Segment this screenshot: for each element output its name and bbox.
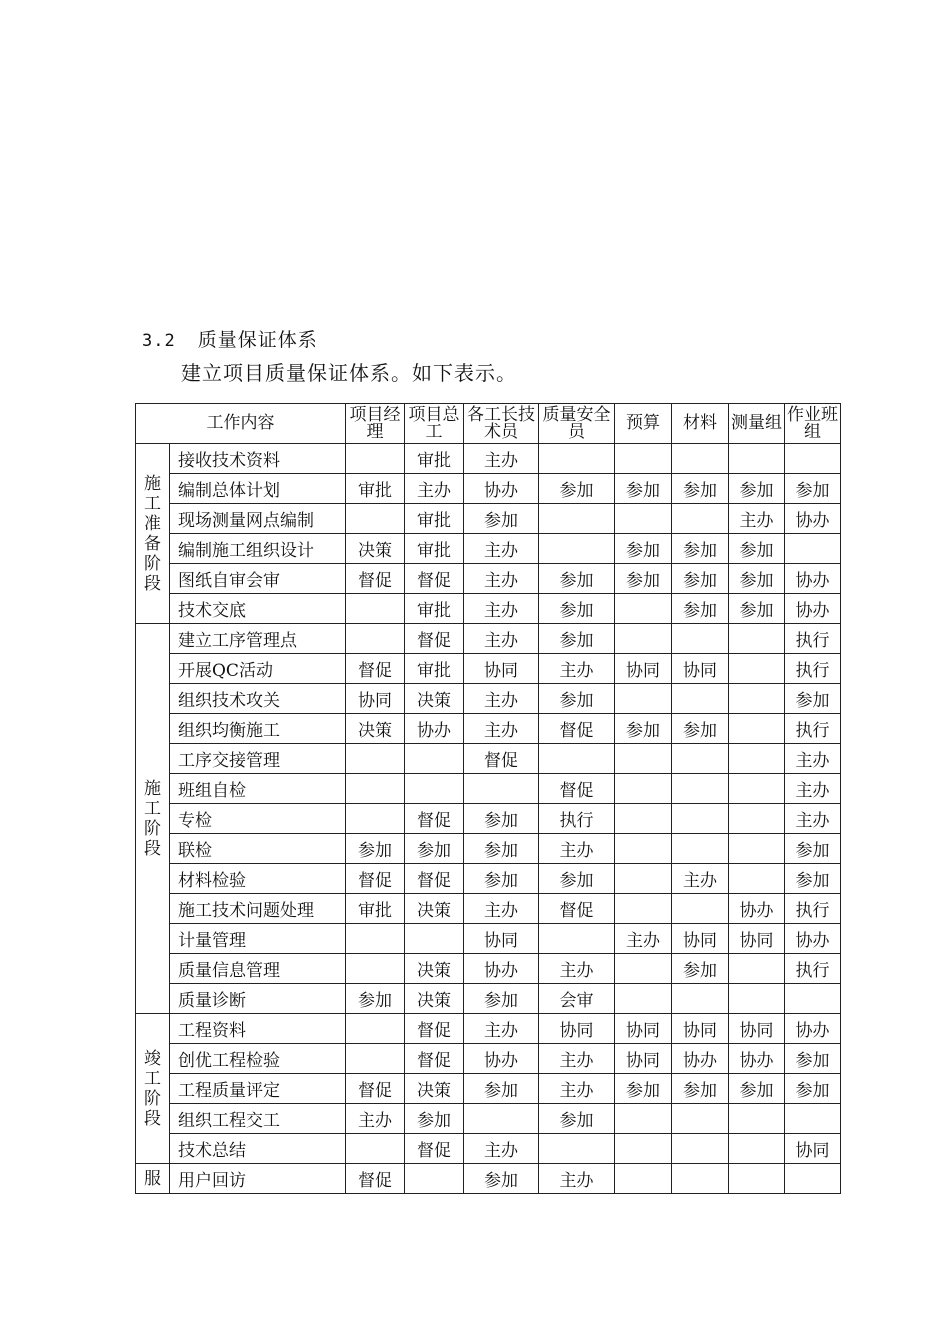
role-cell: 参加 xyxy=(672,474,729,504)
table-row xyxy=(136,1014,841,1044)
role-cell: 主办 xyxy=(464,684,539,714)
table-row xyxy=(136,714,841,744)
role-cell: 参加 xyxy=(672,534,729,564)
role-cell: 协同 xyxy=(729,1014,785,1044)
role-cell: 督促 xyxy=(405,564,464,594)
role-cell xyxy=(672,444,729,474)
role-cell: 协同 xyxy=(346,684,405,714)
role-cell xyxy=(615,1134,672,1164)
role-cell: 主办 xyxy=(785,804,841,834)
role-cell xyxy=(346,1044,405,1074)
header-role: 测量组 xyxy=(729,404,785,444)
role-cell: 参加 xyxy=(539,564,615,594)
header-work-content: 工作内容 xyxy=(136,404,346,444)
role-cell: 协办 xyxy=(729,1044,785,1074)
quality-assurance-table xyxy=(135,403,841,1194)
table-row xyxy=(136,504,841,534)
role-cell: 主办 xyxy=(539,954,615,984)
role-cell: 协同 xyxy=(615,1044,672,1074)
table-row xyxy=(136,804,841,834)
header-role: 质量安全员 xyxy=(539,404,615,444)
role-cell xyxy=(672,894,729,924)
role-cell: 决策 xyxy=(405,984,464,1014)
role-cell: 协同 xyxy=(672,924,729,954)
role-cell: 决策 xyxy=(405,894,464,924)
role-cell xyxy=(785,984,841,1014)
role-cell xyxy=(672,834,729,864)
role-cell: 督促 xyxy=(539,714,615,744)
task-cell: 技术总结 xyxy=(170,1134,346,1164)
role-cell: 主办 xyxy=(464,714,539,744)
role-cell: 协办 xyxy=(464,474,539,504)
section-title: 质量保证体系 xyxy=(197,329,318,351)
role-cell xyxy=(672,1164,729,1194)
role-cell xyxy=(539,1134,615,1164)
role-cell: 参加 xyxy=(539,864,615,894)
role-cell xyxy=(346,1134,405,1164)
table-row xyxy=(136,834,841,864)
role-cell xyxy=(672,774,729,804)
table-row xyxy=(136,1044,841,1074)
role-cell: 督促 xyxy=(464,744,539,774)
task-cell: 组织工程交工 xyxy=(170,1104,346,1134)
role-cell xyxy=(615,804,672,834)
role-cell xyxy=(672,804,729,834)
role-cell xyxy=(785,444,841,474)
role-cell: 参加 xyxy=(464,834,539,864)
role-cell: 参加 xyxy=(615,714,672,744)
role-cell: 督促 xyxy=(405,804,464,834)
role-cell: 参加 xyxy=(672,594,729,624)
role-cell: 决策 xyxy=(346,534,405,564)
role-cell: 主办 xyxy=(346,1104,405,1134)
role-cell xyxy=(615,984,672,1014)
role-cell xyxy=(346,624,405,654)
header-role: 项目总工 xyxy=(405,404,464,444)
role-cell xyxy=(785,1164,841,1194)
role-cell: 主办 xyxy=(464,564,539,594)
table-row xyxy=(136,894,841,924)
role-cell xyxy=(729,624,785,654)
task-cell: 质量信息管理 xyxy=(170,954,346,984)
role-cell xyxy=(729,1104,785,1134)
table-row xyxy=(136,1164,841,1194)
role-cell: 协同 xyxy=(785,1134,841,1164)
role-cell xyxy=(672,504,729,534)
role-cell: 协办 xyxy=(785,504,841,534)
table-row xyxy=(136,954,841,984)
role-cell: 参加 xyxy=(464,804,539,834)
role-cell xyxy=(615,744,672,774)
role-cell: 参加 xyxy=(615,564,672,594)
role-cell xyxy=(729,864,785,894)
role-cell: 协同 xyxy=(464,654,539,684)
role-cell: 主办 xyxy=(615,924,672,954)
role-cell: 协办 xyxy=(785,924,841,954)
role-cell xyxy=(539,534,615,564)
task-cell: 计量管理 xyxy=(170,924,346,954)
role-cell: 督促 xyxy=(405,624,464,654)
role-cell xyxy=(615,954,672,984)
intro-text: 建立项目质量保证体系。如下表示。 xyxy=(181,361,517,385)
role-cell: 审批 xyxy=(405,654,464,684)
role-cell: 参加 xyxy=(672,714,729,744)
role-cell xyxy=(672,684,729,714)
header-role: 项目经理 xyxy=(346,404,405,444)
role-cell: 参加 xyxy=(615,474,672,504)
role-cell xyxy=(615,594,672,624)
section-heading xyxy=(142,325,318,352)
role-cell: 审批 xyxy=(346,474,405,504)
table-row xyxy=(136,564,841,594)
role-cell: 协办 xyxy=(464,954,539,984)
role-cell xyxy=(405,1164,464,1194)
task-cell: 编制施工组织设计 xyxy=(170,534,346,564)
header-role: 预算 xyxy=(615,404,672,444)
task-cell: 编制总体计划 xyxy=(170,474,346,504)
role-cell: 参加 xyxy=(464,984,539,1014)
role-cell: 执行 xyxy=(785,654,841,684)
role-cell xyxy=(785,534,841,564)
role-cell xyxy=(672,984,729,1014)
task-cell: 班组自检 xyxy=(170,774,346,804)
role-cell: 参加 xyxy=(729,594,785,624)
task-cell: 建立工序管理点 xyxy=(170,624,346,654)
role-cell: 审批 xyxy=(346,894,405,924)
role-cell xyxy=(729,684,785,714)
role-cell: 主办 xyxy=(672,864,729,894)
table-row xyxy=(136,864,841,894)
role-cell xyxy=(405,744,464,774)
role-cell xyxy=(346,744,405,774)
role-cell: 督促 xyxy=(346,864,405,894)
role-cell: 协办 xyxy=(785,594,841,624)
task-cell: 创优工程检验 xyxy=(170,1044,346,1074)
role-cell: 主办 xyxy=(539,1074,615,1104)
role-cell: 督促 xyxy=(405,1134,464,1164)
role-cell xyxy=(615,1164,672,1194)
role-cell xyxy=(672,1104,729,1134)
role-cell xyxy=(729,1164,785,1194)
table-row xyxy=(136,594,841,624)
header-role: 各工长技术员 xyxy=(464,404,539,444)
role-cell xyxy=(729,744,785,774)
role-cell: 督促 xyxy=(539,774,615,804)
stage-cell xyxy=(136,624,170,1014)
stage-label: 服 xyxy=(144,1168,161,1189)
role-cell: 参加 xyxy=(539,1104,615,1134)
role-cell: 决策 xyxy=(405,954,464,984)
role-cell: 参加 xyxy=(785,1044,841,1074)
table-row xyxy=(136,534,841,564)
role-cell: 主办 xyxy=(539,1044,615,1074)
role-cell: 审批 xyxy=(405,444,464,474)
role-cell xyxy=(615,834,672,864)
role-cell: 主办 xyxy=(539,654,615,684)
role-cell: 主办 xyxy=(464,444,539,474)
role-cell xyxy=(346,594,405,624)
role-cell xyxy=(615,894,672,924)
role-cell: 主办 xyxy=(464,1134,539,1164)
role-cell: 参加 xyxy=(539,594,615,624)
role-cell: 参加 xyxy=(405,1104,464,1134)
role-cell xyxy=(729,804,785,834)
role-cell: 审批 xyxy=(405,534,464,564)
role-cell xyxy=(615,864,672,894)
role-cell: 督促 xyxy=(405,864,464,894)
role-cell xyxy=(346,924,405,954)
role-cell: 决策 xyxy=(346,714,405,744)
role-cell xyxy=(729,774,785,804)
role-cell: 参加 xyxy=(672,954,729,984)
role-cell: 协办 xyxy=(405,714,464,744)
task-cell: 现场测量网点编制 xyxy=(170,504,346,534)
role-cell xyxy=(729,654,785,684)
role-cell xyxy=(405,774,464,804)
role-cell: 协同 xyxy=(615,654,672,684)
role-cell: 协同 xyxy=(729,924,785,954)
role-cell: 督促 xyxy=(346,564,405,594)
role-cell: 参加 xyxy=(464,1164,539,1194)
task-cell: 组织均衡施工 xyxy=(170,714,346,744)
role-cell: 审批 xyxy=(405,504,464,534)
role-cell: 协办 xyxy=(464,1044,539,1074)
role-cell xyxy=(729,984,785,1014)
role-cell xyxy=(539,504,615,534)
table-row xyxy=(136,624,841,654)
role-cell: 主办 xyxy=(464,894,539,924)
role-cell: 主办 xyxy=(464,624,539,654)
role-cell: 主办 xyxy=(405,474,464,504)
role-cell: 执行 xyxy=(785,624,841,654)
section-number: 3.2 xyxy=(142,331,176,351)
role-cell: 主办 xyxy=(464,594,539,624)
role-cell xyxy=(615,774,672,804)
role-cell xyxy=(346,774,405,804)
role-cell xyxy=(539,444,615,474)
table-row xyxy=(136,984,841,1014)
table-row xyxy=(136,444,841,474)
role-cell xyxy=(729,714,785,744)
role-cell xyxy=(346,444,405,474)
role-cell xyxy=(539,924,615,954)
table-row xyxy=(136,1074,841,1104)
task-cell: 技术交底 xyxy=(170,594,346,624)
role-cell xyxy=(615,444,672,474)
task-cell: 接收技术资料 xyxy=(170,444,346,474)
role-cell: 参加 xyxy=(729,534,785,564)
table-header-row xyxy=(136,404,841,444)
role-cell: 督促 xyxy=(539,894,615,924)
role-cell: 执行 xyxy=(785,894,841,924)
role-cell: 审批 xyxy=(405,594,464,624)
role-cell: 协同 xyxy=(539,1014,615,1044)
table-row xyxy=(136,744,841,774)
role-cell: 参加 xyxy=(405,834,464,864)
role-cell: 执行 xyxy=(785,954,841,984)
role-cell: 参加 xyxy=(464,864,539,894)
role-cell xyxy=(346,954,405,984)
role-cell xyxy=(405,924,464,954)
role-cell: 主办 xyxy=(464,534,539,564)
stage-cell xyxy=(136,1164,170,1194)
role-cell: 参加 xyxy=(785,1074,841,1104)
task-cell: 专检 xyxy=(170,804,346,834)
task-cell: 材料检验 xyxy=(170,864,346,894)
table-row xyxy=(136,924,841,954)
role-cell: 参加 xyxy=(785,864,841,894)
role-cell: 参加 xyxy=(539,624,615,654)
stage-label: 施工准备阶段 xyxy=(144,473,161,594)
role-cell: 主办 xyxy=(539,834,615,864)
table-row xyxy=(136,684,841,714)
task-cell: 用户回访 xyxy=(170,1164,346,1194)
stage-cell xyxy=(136,1014,170,1164)
role-cell: 参加 xyxy=(615,1074,672,1104)
role-cell: 督促 xyxy=(346,1074,405,1104)
role-cell: 参加 xyxy=(785,474,841,504)
role-cell: 协同 xyxy=(672,1014,729,1044)
task-cell: 工序交接管理 xyxy=(170,744,346,774)
task-cell: 工程资料 xyxy=(170,1014,346,1044)
role-cell xyxy=(346,804,405,834)
task-cell: 质量诊断 xyxy=(170,984,346,1014)
role-cell: 参加 xyxy=(785,834,841,864)
role-cell: 协办 xyxy=(672,1044,729,1074)
role-cell: 参加 xyxy=(729,564,785,594)
table-row xyxy=(136,474,841,504)
task-cell: 组织技术攻关 xyxy=(170,684,346,714)
role-cell xyxy=(729,1134,785,1164)
role-cell: 参加 xyxy=(346,984,405,1014)
role-cell: 参加 xyxy=(672,1074,729,1104)
role-cell: 主办 xyxy=(785,774,841,804)
role-cell: 协同 xyxy=(672,654,729,684)
role-cell: 会审 xyxy=(539,984,615,1014)
role-cell: 执行 xyxy=(785,714,841,744)
role-cell: 督促 xyxy=(346,1164,405,1194)
role-cell xyxy=(729,834,785,864)
header-role: 材料 xyxy=(672,404,729,444)
stage-label: 施工阶段 xyxy=(144,778,161,859)
role-cell xyxy=(464,774,539,804)
task-cell: 联检 xyxy=(170,834,346,864)
role-cell: 参加 xyxy=(672,564,729,594)
role-cell xyxy=(672,624,729,654)
role-cell xyxy=(672,1134,729,1164)
role-cell: 主办 xyxy=(729,504,785,534)
role-cell: 参加 xyxy=(539,684,615,714)
task-cell: 工程质量评定 xyxy=(170,1074,346,1104)
role-cell xyxy=(615,624,672,654)
role-cell: 主办 xyxy=(785,744,841,774)
role-cell: 协同 xyxy=(464,924,539,954)
table-row xyxy=(136,774,841,804)
role-cell: 协办 xyxy=(785,564,841,594)
role-cell: 协同 xyxy=(615,1014,672,1044)
role-cell xyxy=(615,504,672,534)
role-cell xyxy=(346,1014,405,1044)
role-cell: 决策 xyxy=(405,1074,464,1104)
role-cell: 参加 xyxy=(464,504,539,534)
role-cell: 督促 xyxy=(405,1044,464,1074)
table-row xyxy=(136,1104,841,1134)
role-cell xyxy=(729,444,785,474)
role-cell xyxy=(785,1104,841,1134)
stage-cell xyxy=(136,444,170,624)
role-cell xyxy=(672,744,729,774)
role-cell xyxy=(729,954,785,984)
role-cell: 督促 xyxy=(405,1014,464,1044)
role-cell: 参加 xyxy=(729,474,785,504)
role-cell: 协办 xyxy=(785,1014,841,1044)
role-cell: 主办 xyxy=(539,1164,615,1194)
role-cell xyxy=(539,744,615,774)
role-cell: 参加 xyxy=(785,684,841,714)
header-role: 作业班组 xyxy=(785,404,841,444)
role-cell: 参加 xyxy=(464,1074,539,1104)
stage-label: 竣工阶段 xyxy=(144,1048,161,1129)
role-cell xyxy=(464,1104,539,1134)
role-cell xyxy=(615,1104,672,1134)
role-cell: 主办 xyxy=(464,1014,539,1044)
role-cell: 督促 xyxy=(346,654,405,684)
role-cell: 参加 xyxy=(615,534,672,564)
role-cell: 协办 xyxy=(729,894,785,924)
role-cell: 参加 xyxy=(346,834,405,864)
task-cell: 开展QC活动 xyxy=(170,654,346,684)
role-cell: 参加 xyxy=(729,1074,785,1104)
role-cell: 参加 xyxy=(539,474,615,504)
role-cell xyxy=(615,684,672,714)
task-cell: 图纸自审会审 xyxy=(170,564,346,594)
task-cell: 施工技术问题处理 xyxy=(170,894,346,924)
role-cell: 决策 xyxy=(405,684,464,714)
role-cell xyxy=(346,504,405,534)
table-row xyxy=(136,654,841,684)
table-row xyxy=(136,1134,841,1164)
role-cell: 执行 xyxy=(539,804,615,834)
